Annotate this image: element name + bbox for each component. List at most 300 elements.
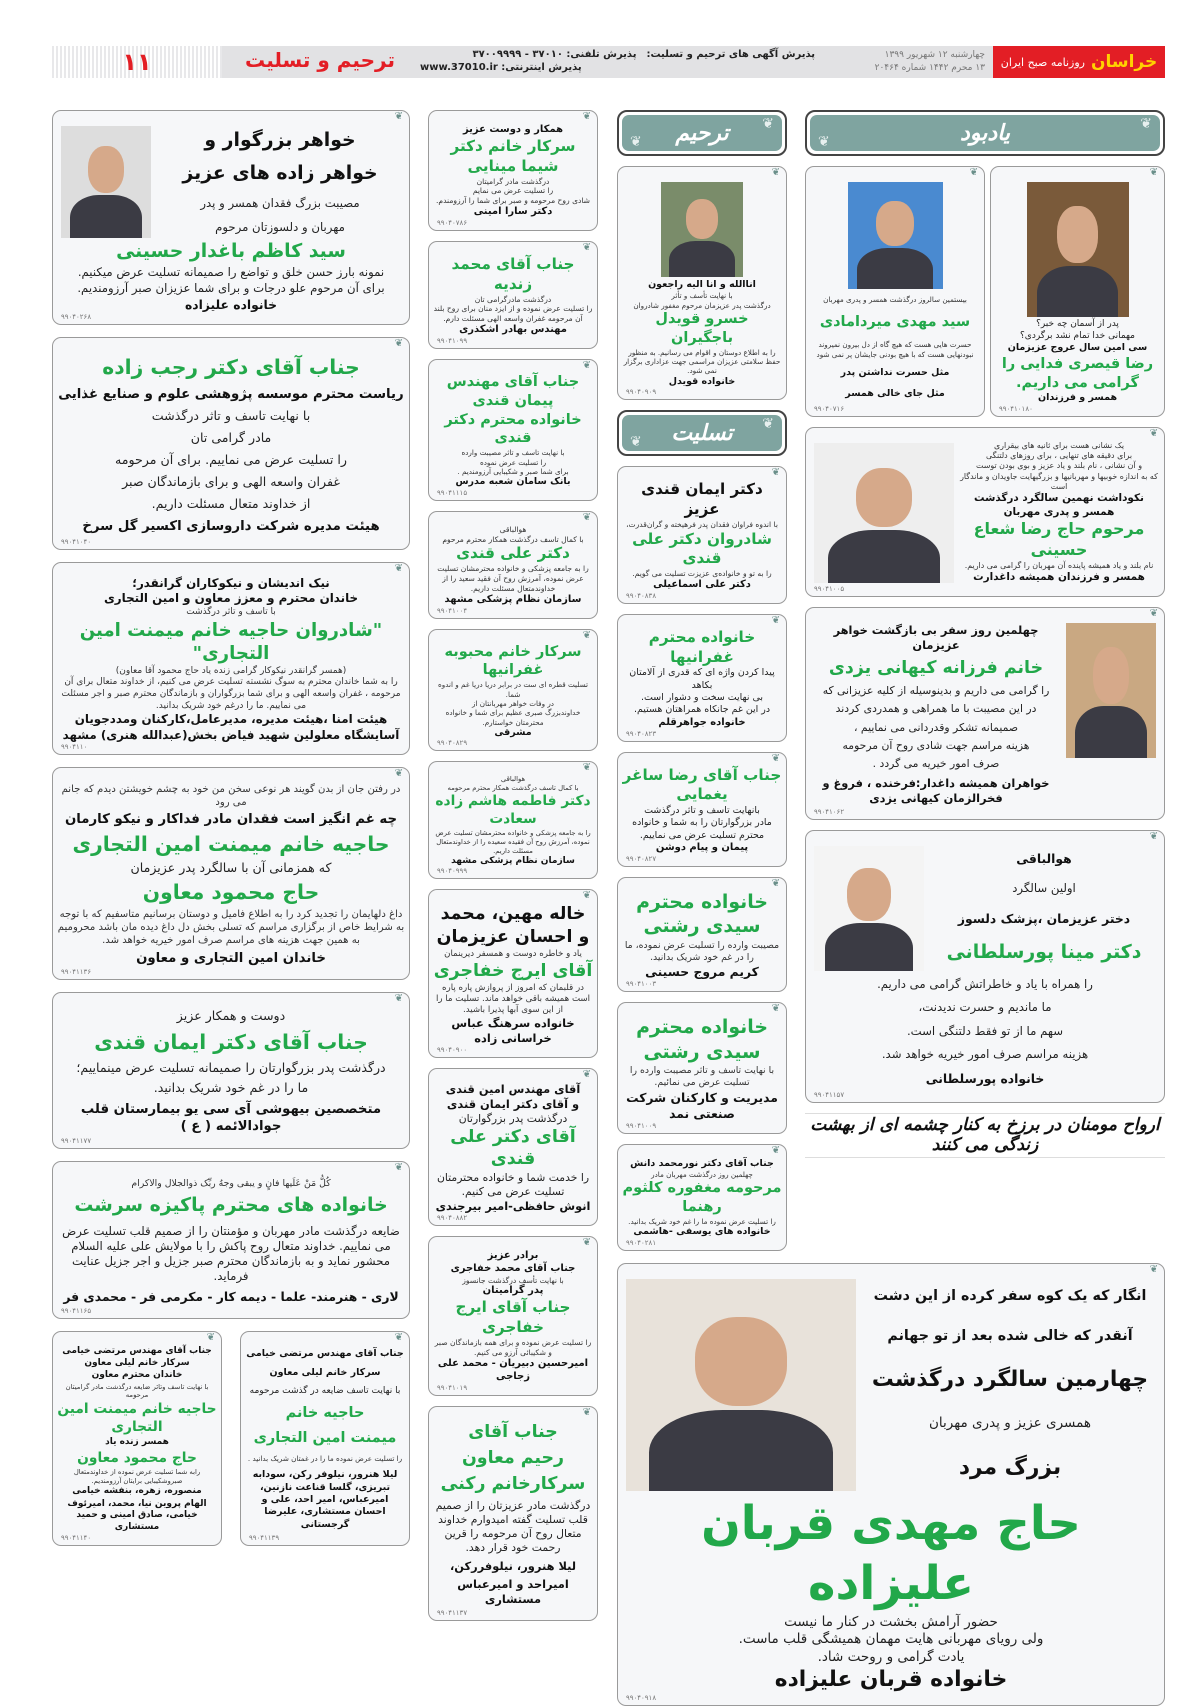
notice-text <box>995 319 1160 405</box>
notice-d3 <box>805 427 1165 597</box>
ad-line: خاله مهین، محمد <box>440 904 586 925</box>
ad-line: منصوره، زهره، بنفشه خیامی <box>72 1486 202 1497</box>
ad-line: رابه شما تسلیت عرض نموده از خداوندمتعال صبروشکیبایی برایتان آرزومندیم. <box>73 1468 201 1485</box>
ornament-icon: ❦ <box>630 134 642 150</box>
website-link[interactable]: پذیرش اینترنتی: www.37010.ir <box>420 62 582 73</box>
ad-line: بزرگ مرد <box>958 1454 1062 1480</box>
notice-c5 <box>617 877 787 992</box>
portrait-photo <box>848 182 943 289</box>
notice-content <box>622 1277 1160 1695</box>
contact-info <box>420 48 815 74</box>
ad-line: سرکارخانم رکنی <box>440 1474 586 1495</box>
notice-code: ۹۹۰۴۱۰۱۸۰ <box>999 404 1033 413</box>
ad-line: دکتر مینا پورسلطانی <box>946 942 1142 964</box>
notice-b10 <box>428 1406 598 1621</box>
ad-line: سید مهدی میردامادی <box>819 313 971 330</box>
notice-content <box>433 255 593 337</box>
ad-line: مهربان و دلسوزتان مرحوم <box>215 220 345 235</box>
ad-line: درگذشت مادر عزیزتان را از صمیم قلب تسلیت گفته امیدوارم خداوند متعال روح آن مرحومه را قرین رحمت خود قرار دهد. <box>435 1499 591 1555</box>
ornament-icon: ❦ <box>771 614 780 626</box>
ad-line: جناب آقای مهندس مرتضی خیامی <box>62 1345 212 1356</box>
ornament-icon: ❦ <box>582 511 591 523</box>
ad-line: خانواده پورسلطانی <box>925 1071 1045 1086</box>
ornament-icon: ❦ <box>582 1236 591 1248</box>
notice-a3 <box>52 562 410 755</box>
ornament-icon: ❦ <box>206 1332 215 1344</box>
ad-line: حاجیه خانم میمنت امین التجاری <box>72 832 390 857</box>
notice-code: ۹۹۰۴۱۰۹۹ <box>437 336 468 345</box>
ad-line: خانواده محترم دکتر قندی <box>444 411 582 447</box>
ad-line: میمنت امین التجاری <box>253 1429 397 1446</box>
ad-line: مهندس بهادر اشکذری <box>459 324 567 335</box>
ornament-icon: ❦ <box>394 338 403 349</box>
notice-text <box>57 1345 217 1534</box>
ornament-icon: ❦ <box>771 1003 780 1015</box>
notice-content <box>622 180 782 388</box>
ornament-icon: ❦ <box>582 890 591 902</box>
ad-line: خواهر بزرگوار و <box>204 129 356 151</box>
notice-c2 <box>617 466 787 604</box>
ad-line: را به جامعه پزشکی و خانواده محترمشان تسلیت عرض نموده، آمرزش روح آن فقیده سعیده را از خداوندمتعال مسئلت داریم. <box>435 829 591 855</box>
ad-line: برای آن مرحوم علو درجات و برای شما عزیزان صبر آرزومندیم. <box>77 280 385 295</box>
ad-line: همسر و فرزندان <box>1037 392 1118 404</box>
notice-text <box>622 279 782 388</box>
notice-c3 <box>617 614 787 742</box>
ad-line: خانواده جواهرقلم <box>658 716 746 728</box>
portrait-head <box>1093 647 1129 704</box>
notice-code: ۹۹۰۴۱۰۰۴ <box>437 606 468 615</box>
ad-line: سرکار خانم لیلی معاون <box>269 1367 381 1379</box>
notice-code: ۹۹۰۴۱۱۶۵ <box>61 1307 92 1316</box>
ad-line: خانواده محترم <box>636 1017 768 1039</box>
ad-line: را به تو و خانواده‌ی عزیزت تسلیت می گویم. <box>632 569 772 579</box>
ad-line: سرکار خانم دکتر شیما مینایی <box>450 136 576 175</box>
ad-line: داغ دلهایمان را تجدید کرد را به اطلاع فامیل و دوستان برسانیم متاسفیم که با توجه به شرایط خاص از برگزاری مراسم که تسلی بخش دل داغ دیده مان باشد محرومیم به همین جهت هزینه های مراسم صرف امور خیریه خواهد شد. <box>57 908 405 947</box>
notice-a8 <box>240 1331 410 1546</box>
ad-line: لیلا هنرور، نیلوفر رکن، سودابه تبریزی، گلسا قناعت نازنین، امیرعباس، امیر احد، علی و احسان مستشاری، علیرضا گرجستانی <box>252 1469 398 1530</box>
notice-content <box>622 480 782 592</box>
ad-line: از خداوند متعال مسئلت داریم. <box>151 496 311 512</box>
notice-content <box>622 766 782 855</box>
ad-line: هوالباقی <box>499 524 527 534</box>
ad-line: درگذشت مادرگرامی تان <box>474 294 552 304</box>
ad-line: بیستمین سالروز درگذشت همسر و پدری مهربان <box>823 295 967 305</box>
ad-line: دکتر سارا امینی <box>473 206 553 217</box>
ornament-icon: ❦ <box>394 993 403 1005</box>
right-top <box>617 110 1165 1251</box>
ad-line: حاجیه خانم میمنت امین التجاری <box>57 1400 217 1435</box>
portrait-photo <box>61 126 151 238</box>
ad-line: بانهایت تاسف و تاثر درگذشت <box>644 805 760 817</box>
ad-line: با نهایت تاسف وتاثر ضایعه درگذشت مادر گرامیتان مرحومه <box>65 1382 209 1400</box>
notice-code: ۹۹۰۴۰۷۱۶ <box>814 404 845 413</box>
notice-text <box>433 643 593 740</box>
notice-text <box>57 240 405 313</box>
ad-line: یک نشانی هست برای ثانیه های بیقراری <box>993 440 1125 450</box>
notice-code: ۹۹۰۴۰۸۲۹ <box>437 739 468 748</box>
notice-content <box>622 1158 782 1239</box>
ad-line: خسرو قویدل باجگیران <box>655 311 749 346</box>
notice-content <box>810 180 980 405</box>
portrait-photo <box>814 443 954 583</box>
ad-line: خانواده قربان علیزاده <box>774 1667 1008 1693</box>
ornament-icon: ❦ <box>771 1144 780 1156</box>
ad-line: و آن نشانی ، نام بلند و یاد عزیز و بوی بودن توست <box>976 461 1143 471</box>
ad-line: بی نهایت سخت و دشوار است. <box>640 692 764 704</box>
portrait-photo <box>661 182 743 277</box>
notice-content <box>433 525 593 607</box>
ad-line: را تسلیت عرض نموده و برای همه بازماندگان صبر و شکیبائی آرزو می کنیم. <box>434 1337 592 1357</box>
ornament-icon: ❦ <box>771 877 780 889</box>
notice-text <box>622 1016 782 1121</box>
ad-line: همسر زنده یاد <box>105 1437 169 1448</box>
ad-line: لیلا هنرور، نیلوفررکن، <box>449 1558 577 1573</box>
notice-content <box>810 621 1160 808</box>
ornament-icon: ❦ <box>762 416 774 433</box>
ad-line: کریم مروج حسینی <box>645 965 759 980</box>
ad-line: پدر از آسمان چه خبر؟ <box>1036 319 1119 329</box>
ad-line: سیدی رشتی <box>643 916 761 938</box>
ad-line: امیراحد و امیرعباس مستشاری <box>457 1577 569 1606</box>
notice-content <box>433 643 593 740</box>
ad-line: جناب آقای محمد خفاجری <box>450 1262 576 1274</box>
notice-content <box>57 1006 405 1137</box>
notice-big <box>617 1263 1165 1706</box>
notice-text <box>622 891 782 980</box>
portrait-head <box>856 468 912 527</box>
ad-line: "شادروان حاجیه خانم میمنت امین التجاری" <box>79 619 383 665</box>
ornament-icon: ❦ <box>394 1332 403 1344</box>
section-header-label: ترحیم <box>675 120 729 146</box>
ad-line: مرحومه مغفوره کلثوم رهنما <box>622 1180 782 1216</box>
ad-line: انگار که یک کوه سفر کرده از این دشت <box>873 1288 1147 1305</box>
ad-line: با نهایت تاسف و تاثر درگذشت <box>151 408 311 424</box>
notice-code: ۹۹۰۴۱۱۳۶ <box>61 968 92 977</box>
notice-content <box>622 628 782 730</box>
notice-b8 <box>428 1068 598 1226</box>
notice-b7 <box>428 889 598 1057</box>
ad-line: رضا قیصری فدایی را گرامی می داریم. <box>1001 355 1154 391</box>
notice-content <box>57 781 405 968</box>
notice-text <box>928 844 1160 973</box>
ornament-icon: ❦ <box>771 752 780 764</box>
notice-code: ۹۹۰۴۱۱۷۷ <box>61 1137 92 1146</box>
ad-line: شادی روح مرحومه و صبر برای شما را آرزومندم. <box>436 196 590 206</box>
ad-line: سیدی رشتی <box>643 1041 761 1063</box>
ad-line: مشرقی <box>494 727 532 739</box>
ad-line: خواهر زاده های عزیز <box>182 163 378 185</box>
memorial-pair <box>805 166 1165 417</box>
ad-line: ضایعه درگذشت مادر مهربان و مؤمنتان را از صمیم قلب تسلیت عرض می نماییم. خداوند متعال روح پاکش را با مولایش علی علیه السلام محشور نماید و به بازماندگان محترم صبر جزیل و اجر جزیل عنایت فرماید. <box>62 1223 400 1284</box>
notice-b2 <box>428 241 598 349</box>
portrait-body <box>828 530 940 583</box>
ad-line: با اندوه فراوان فقدان پدر فرهیخته و گران‌قدرت، <box>626 519 778 529</box>
ad-line: حاج محمود معاون <box>77 1449 197 1466</box>
ad-line: تسلیت قطره ای ست در برابر دریا دریا غم و اندوه شما. <box>438 680 588 699</box>
ad-line: دکتر علی قندی <box>456 544 570 563</box>
notice-text <box>57 1006 405 1137</box>
ad-line: خانواده های محترم پاکیزه سرشت <box>74 1195 388 1217</box>
notice-code: ۹۹۰۴۰۸۸۲ <box>437 1213 468 1222</box>
ad-line: جناب آقای دکتر ایمان قندی <box>94 1029 368 1054</box>
notice-code: ۹۹۰۴۱۰۶۲ <box>814 807 845 816</box>
ornament-icon: ❦ <box>762 116 774 132</box>
notice-b5 <box>428 629 598 752</box>
ad-line: سهم ما از تو فقط دلتنگی است. <box>906 1023 1064 1038</box>
ad-line: مثل حسرت نداشتن پدر <box>840 367 950 379</box>
notice-code: ۹۹۰۴۱۰۰۹ <box>626 1121 657 1130</box>
notice-code: ۹۹۰۴۰۹۰۰ <box>437 1045 468 1054</box>
ad-line: خانواده محترم غفرانیها <box>648 627 756 666</box>
column-second <box>428 110 598 1621</box>
portrait-head <box>88 146 124 193</box>
notice-text <box>433 1250 593 1384</box>
notice-text <box>57 1175 405 1307</box>
notice-a6 <box>52 1161 410 1319</box>
ad-line: حضور آرامش بخشت در کنار ما نیست <box>784 1613 998 1630</box>
ad-line: جناب آقای مهندس پیمان قندی <box>446 373 580 409</box>
right-area <box>617 110 1165 1706</box>
notice-content <box>245 1345 405 1534</box>
notice-b4 <box>428 511 598 619</box>
ad-line: را تسلیت عرض نموده ما را غم خود شریک بدانید. <box>628 1217 776 1226</box>
ad-line: غفران واسعه الهی و برای بازماندگان صبر <box>122 474 340 490</box>
ad-line: را به شما خاندان محترم به سوگ نشسته تسلیت عرض می کنیم، از خداوند متعال برای آن مرحومه ، غفران واسعه الهی و برای شما بزرگواران و بازماندگان محترم صبر و اجر مسئلت می نماییم. ما را درغم خود شریک بدانید. <box>61 677 401 711</box>
notice-text <box>622 480 782 592</box>
ad-line: مرحوم حاج رضا شعاع حسینی <box>973 519 1145 560</box>
ad-line: صمیمانه تشکر وقدردانی می نماییم ، <box>853 720 1019 734</box>
logo-brand: خراسان <box>1090 52 1158 72</box>
ad-line: هیئت مدیره شرکت داروسازی اکسیر گل سرخ <box>82 518 380 534</box>
notice-a2 <box>52 337 410 550</box>
ad-line: لاری - هنرمند- علما - دیمه کار - مکرمی فر - محمدی فر <box>63 1289 399 1304</box>
ornament-icon: ❦ <box>582 359 591 371</box>
ad-line: هیئت امنا ،هیئت مدیره، مدیرعامل،کارکنان ومددجویان <box>74 712 388 727</box>
ad-line: را گرامی می داریم و بدینوسیله از کلیه عزیزانی که <box>822 683 1050 697</box>
notice-text <box>245 1345 405 1534</box>
ad-line: مادر بزرگوارتان را به شما و خانواده <box>632 817 772 829</box>
ornament-icon: ❦ <box>394 111 403 122</box>
ad-line: حسرت هایی هست که هیچ گاه از دل بیرون نمیروند نبودنهایی هست که با هیچ بودنی جایشان پر نمی شود <box>816 340 974 359</box>
notice-c7 <box>617 1144 787 1251</box>
ad-line: درگذشت پدر عزیزمان مرحوم مغفور شادروان <box>633 300 771 310</box>
ad-line: خانواده محترم <box>636 891 768 913</box>
ad-line: جناب آقای دکتر نورمحمد دانش <box>630 1157 774 1169</box>
ad-line: تسلیت عرض می کنیم. <box>461 1184 565 1198</box>
notice-code: ۹۹۰۴۰۲۶۸ <box>61 313 92 321</box>
ad-line: مدیریت و کارکنان شرکت صنعتی نمد <box>626 1090 778 1121</box>
ad-line: سازمان نظام پزشکی مشهد <box>444 593 582 605</box>
ad-line: هوالباقی <box>1016 851 1072 866</box>
ad-line: را خدمت شما و خانواده محترمتان <box>436 1170 590 1184</box>
ornament-icon: ❦ <box>630 434 642 451</box>
ornament-icon: ❦ <box>1140 116 1152 132</box>
ad-line: با تاسف و تاثر درگذشت <box>186 606 276 617</box>
ad-line: در این مصیبت با ما همراهی و همدردی کردند <box>835 702 1037 716</box>
ad-line: چه غم انگیز است فقدان مادر فداکار و نیکو کارمان <box>64 812 398 828</box>
ad-line: جناب آقای مهندس مرتضی خیامی <box>246 1348 404 1360</box>
ad-line: سرکار خانم لیلی معاون <box>84 1357 190 1368</box>
ad-line: خاندان محترم معاون <box>91 1370 183 1381</box>
ad-line: مادر گرامی تان <box>190 430 272 446</box>
notice-code: ۹۹۰۴۰۹۹۹ <box>437 867 468 876</box>
notice-content <box>622 1016 782 1121</box>
portrait-body <box>1075 706 1147 757</box>
ornament-icon: ❦ <box>394 563 403 574</box>
ad-line: دختر عزیزمان ،پزشک دلسوز <box>957 911 1131 926</box>
ad-line: مهمانی خدا تمام نشد برگردی؟ <box>1020 330 1135 341</box>
section-header-yadbood <box>805 110 1165 156</box>
notice-code: ۹۹۰۴۱۱۴۰ <box>61 1534 92 1543</box>
ad-line: با نهایت تاسف ضایعه در گذشت مرحومه <box>249 1385 401 1396</box>
notice-text <box>433 124 593 219</box>
date-solar: چهارشنبه ۱۲ شهریور ۱۳۹۹ <box>884 50 985 60</box>
notice-content <box>57 1345 217 1534</box>
contact-label: پذیرش آگهی های ترحیم و تسلیت: <box>646 49 815 60</box>
portrait-head <box>1057 206 1098 263</box>
ad-line: که همزمانی آن با سالگرد پدر عزیزمان <box>130 860 332 876</box>
ornament-icon: ❦ <box>969 167 978 178</box>
ad-line: ولی رویای مهربانی هایت مهمان همیشگی قلب ماست. <box>738 1631 1044 1648</box>
ad-line: پیدا کردن واژه ای که قدری از آلامتان بکاهد <box>629 667 775 691</box>
ad-line: یاد و خاطره دوست و همسفر دیرینمان <box>444 948 582 959</box>
ad-line: متخصصین بیهوشی آی سی یو بیمارستان قلب جوادالائمه ( ع ) <box>80 1101 382 1134</box>
ad-line: در رفتن جان از بدن گویند هر نوعی سخن من خود به چشم خویشتن دیدم که جانم می رود <box>61 783 401 808</box>
ad-line: خواهران همیشه داغدار:فرخنده ، فروغ و فخرالزمان کیهانی یزدی <box>822 775 1050 805</box>
notice-c6 <box>617 1002 787 1133</box>
ad-line: ما را در غم خود شریک بدانید. <box>153 1080 309 1096</box>
ornament-icon: ❦ <box>1149 427 1158 439</box>
ad-line: مصیبت بزرگ فقدان همسر و پدر <box>200 195 360 210</box>
ad-line: خداوندبزرگ صبری عظیم برای شما و خانواده محترمتان خواستارم. <box>445 708 581 727</box>
notice-text <box>810 291 980 405</box>
ad-line: را تسلیت عرض می نمایم <box>472 186 554 196</box>
ad-line: را تسلیت عرض نموده <box>479 457 547 467</box>
portrait-photo <box>1066 623 1156 758</box>
ad-line: با نهایت تأسف درگذشت جانسوز <box>462 1275 564 1285</box>
notice-content <box>433 1082 593 1214</box>
notice-code: ۹۹۰۴۱۱۳۷ <box>437 1608 468 1617</box>
ornament-icon: ❦ <box>582 629 591 641</box>
ad-line: که به اندازه خوبیها و مهربانیها و بزرگیهایت جاویدان و ماندگار است <box>960 471 1158 491</box>
notice-content <box>433 124 593 219</box>
ad-line: دوست و همکار عزیز <box>176 1008 286 1024</box>
ad-line: درگذشت پدر بزرگوارتان <box>458 1111 568 1125</box>
ad-line: جناب آقای محمد زندیه <box>451 254 575 293</box>
ad-line: حاجیه خانم <box>285 1404 365 1421</box>
portrait-head <box>686 199 719 239</box>
ad-line: هزینه مراسم صرف امور خیریه خواهد شد. <box>881 1047 1089 1062</box>
notice-text <box>810 621 1062 808</box>
ad-line: هوالباقی <box>500 775 526 784</box>
portrait-head <box>847 868 891 921</box>
portrait-body <box>857 248 933 289</box>
ad-line: آسایشگاه معلولین شهید فیاض بخش(عبدالله هنری) مشهد <box>62 727 400 742</box>
notice-code: ۹۹۰۴۱۱۳۹ <box>249 1534 280 1543</box>
ad-line: آقای دکتر علی قندی <box>450 1126 576 1170</box>
notice-code: ۹۹۰۴۱۱۱۵ <box>437 488 468 497</box>
ornament-icon: ❦ <box>771 467 780 479</box>
ornament-icon: ❦ <box>582 1406 591 1418</box>
ad-line: نمونه بارز حسن خلق و تواضع را صمیمانه تسلیت عرض میکنیم. <box>77 265 385 280</box>
section-header-tarhim <box>617 110 787 156</box>
ad-line: سید کاظم باغدار حسینی <box>116 241 346 263</box>
notice-text <box>57 576 405 743</box>
notice-content <box>810 844 1160 1091</box>
ad-line: چهلمین روز درگذشت مهربان مادر <box>651 1169 753 1179</box>
notice-text <box>433 373 593 489</box>
portrait-head <box>695 1317 787 1406</box>
ad-line: در وفات خواهر مهربانتان از <box>472 699 555 709</box>
ad-line: خانواده قویدل <box>668 375 736 387</box>
notice-content <box>57 1175 405 1307</box>
ad-line: سرکار خانم محبوبه غفرانیها <box>444 643 582 679</box>
ad-line: صرف امور خیریه می گردد . <box>872 757 1000 771</box>
notice-text <box>433 525 593 607</box>
ad-line: پدر گرامیتان <box>482 1285 544 1297</box>
notice-a7 <box>52 1331 222 1546</box>
ad-line: جناب آقای ایرج خفاجری <box>455 1298 571 1337</box>
section-header-label: یادبود <box>960 120 1010 146</box>
ad-line: با نهایت تأسف و تأثر <box>671 291 733 301</box>
portrait-body <box>70 195 142 238</box>
ad-line: الهام پروین نیا، محمد، امیرئوف خیامی، صادق امینی و حمید مستشاری <box>67 1498 207 1533</box>
ad-line: را به اطلاع دوستان و اقوام می رسانیم. به منظور حفظ سلامتی عزیزان مراسمی جهت عزاداری برگزار نمی شود. <box>623 347 781 376</box>
notice-code: ۹۹۰۴۰۹۱۸ <box>626 1694 657 1703</box>
newspaper-logo[interactable] <box>993 46 1165 78</box>
notice-a4 <box>52 767 410 980</box>
ornament-icon: ❦ <box>818 134 830 150</box>
ad-line: خانواده علیزاده <box>184 297 278 312</box>
notice-d2 <box>805 166 985 417</box>
ad-line: محترم تسلیت عرض می نماییم. <box>639 829 765 841</box>
ad-line: همسری عزیز و پدری مهربان <box>929 1415 1091 1432</box>
ad-line: خاندان امین التجاری و معاون <box>136 950 326 966</box>
ad-line: را تسلیت عرض نموده و از ایزد منان برای روح بلند آن مرحومه غفران واسعه الهی مسئلت دارم. <box>433 304 593 324</box>
notice-text <box>57 781 405 968</box>
notice-content <box>57 124 405 313</box>
notice-a5 <box>52 992 410 1149</box>
notice-code: ۹۹۰۴۱۰۱۹ <box>437 1383 468 1392</box>
portrait-body <box>649 1410 833 1491</box>
ad-line: مثل جای خالی همسر <box>845 388 945 400</box>
ad-line: برادر عزیز <box>487 1249 539 1261</box>
issue-date <box>835 49 985 75</box>
ad-line: جناب آقای رضا ساغر یغمایی <box>622 765 782 804</box>
notice-text <box>958 441 1160 585</box>
ad-line: را همراه با یاد و خاطراتش گرامی می داریم. <box>877 976 1093 991</box>
notice-code: ۹۹۰۴۰۹۰۹ <box>626 388 657 397</box>
ornament-icon: ❦ <box>582 111 591 122</box>
ad-line: ما ماندیم و حسرت ندیدنت، <box>918 1000 1052 1015</box>
ad-line: با کمال تاسف درگذشت همکار محترم مرحوم <box>442 534 584 544</box>
notice-content <box>995 180 1160 405</box>
ad-line: سی امین سال عروج عزیزمان <box>1007 342 1148 354</box>
ornament-icon: ❦ <box>1149 167 1158 178</box>
ad-line: آقای ایرج خفاجری <box>433 960 593 981</box>
portrait-photo <box>814 846 924 971</box>
notice-b6 <box>428 761 598 879</box>
ad-line: دکتر فاطمه هاشم زاده سعادت <box>435 793 591 828</box>
ad-line: با کمال تاسف درگذشت همکار محترم مرحومه <box>447 784 579 793</box>
ad-line: پیمان و پیام دوشن <box>655 841 749 853</box>
ad-line: امیرحسین دبیریان - محمد علی زجاجی <box>437 1357 589 1382</box>
notice-content <box>57 351 405 538</box>
ornament-icon: ❦ <box>1149 607 1158 619</box>
ad-line: و آقای دکتر ایمان قندی <box>446 1096 580 1111</box>
notice-text <box>622 628 782 730</box>
ornament-icon: ❦ <box>394 768 403 780</box>
